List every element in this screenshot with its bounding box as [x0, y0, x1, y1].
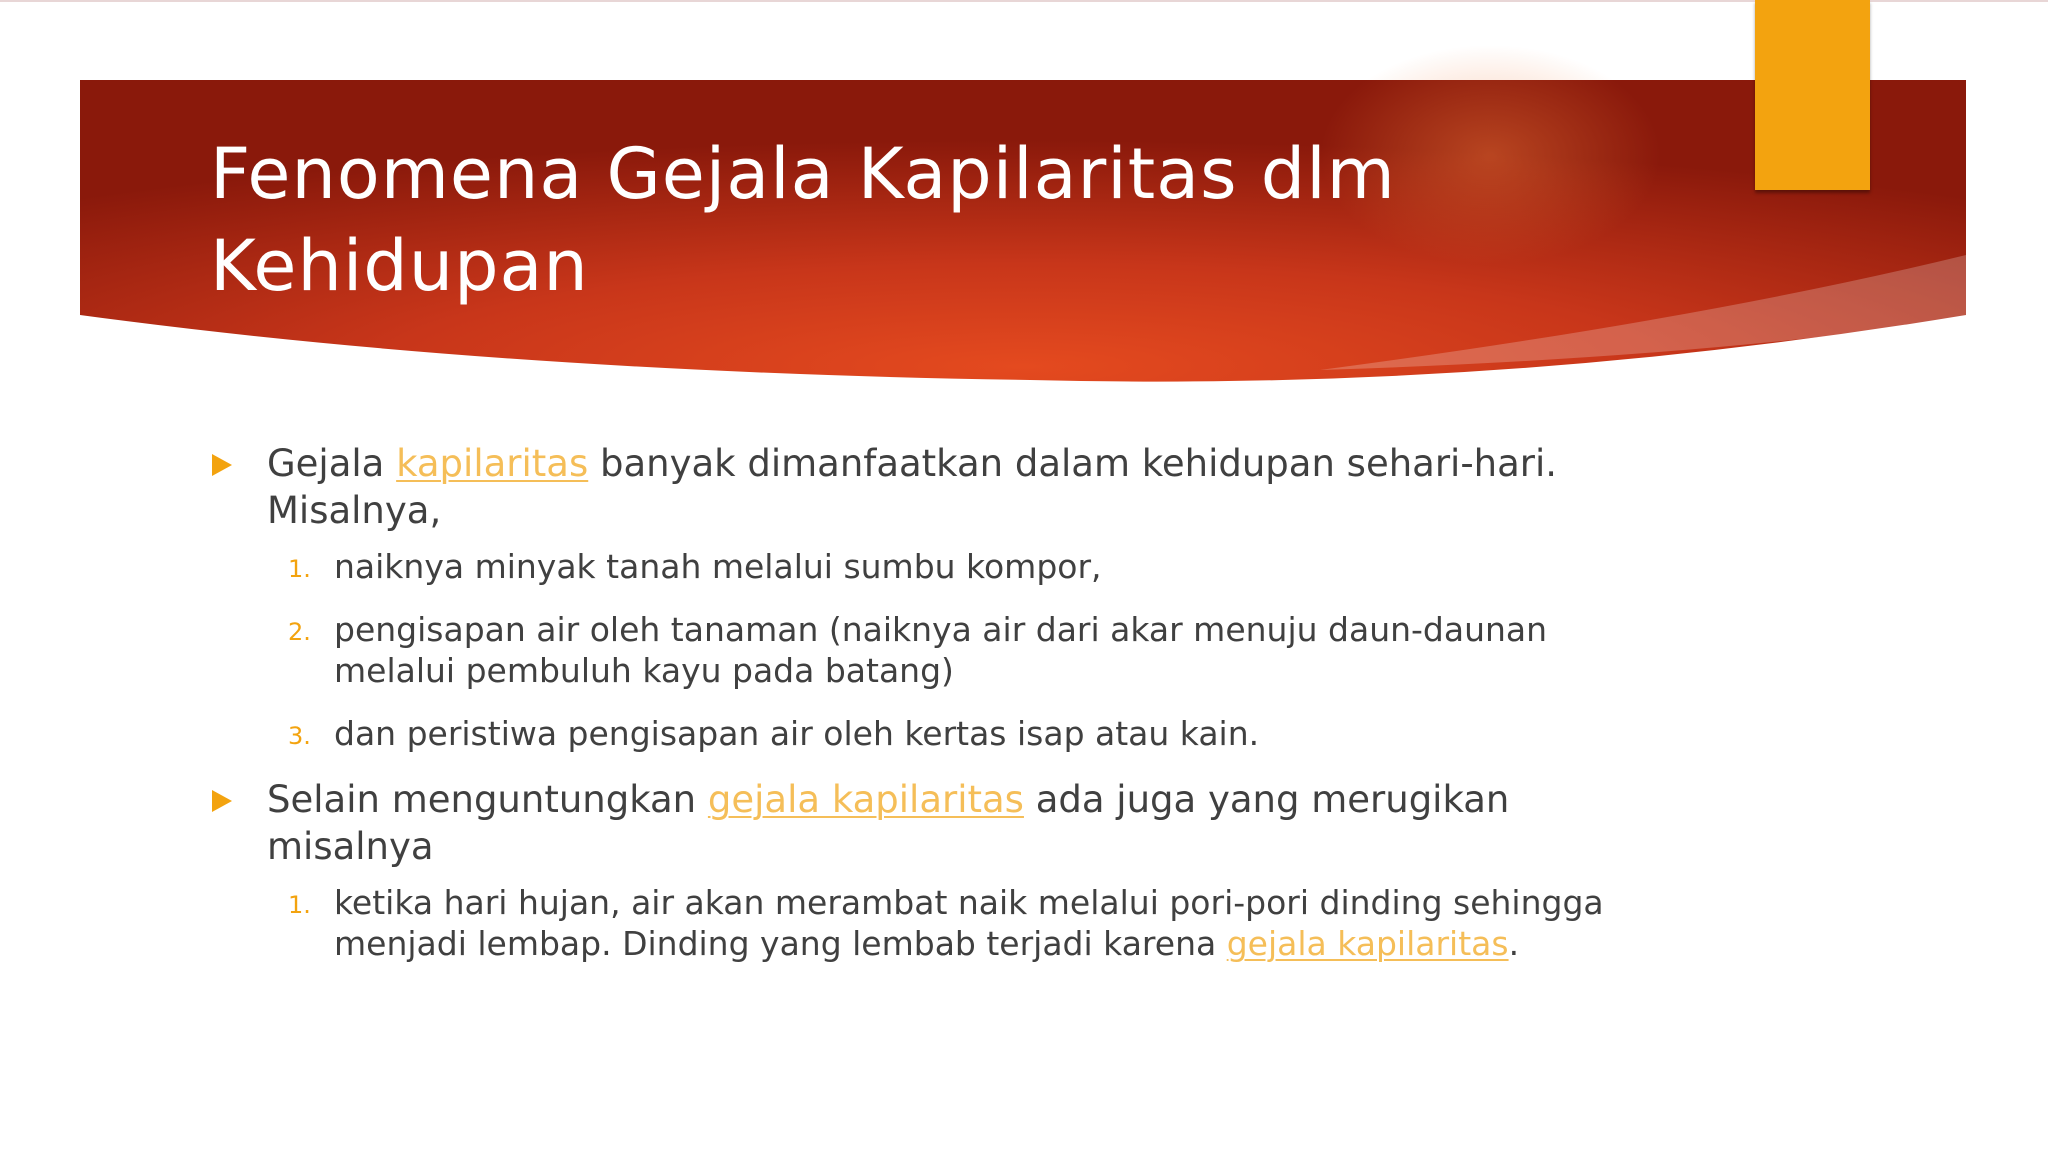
list-item — [210, 882, 1660, 964]
bullet-item — [210, 440, 1660, 534]
numbered-list — [210, 882, 1660, 964]
bullet-text-pre: Selain menguntungkan — [267, 778, 708, 821]
arrow-bullet-icon — [212, 790, 232, 812]
gejala-kapilaritas-link[interactable]: gejala kapilaritas — [707, 778, 1024, 821]
slide-title: Fenomena Gejala Kapilaritas dlm Kehidupan — [210, 133, 1396, 307]
list-item-text: pengisapan air oleh tanaman (naiknya air dari akar menuju daun-daunan melalui pembuluh kayu pada batang) — [334, 610, 1548, 690]
bullet-text-post: ada juga yang merugikan misalnya — [267, 778, 1510, 868]
accent-tab — [1755, 0, 1870, 190]
list-item-text-pre: ketika hari hujan, air akan merambat naik melalui pori-pori dinding sehingga menjadi lembap. Dinding yang lembab terjadi karena — [334, 883, 1604, 963]
bullet-item — [210, 776, 1660, 870]
list-number: 1. — [288, 555, 311, 583]
list-item — [210, 713, 1660, 754]
list-number: 2. — [288, 618, 311, 646]
slide-content — [210, 440, 1660, 986]
list-item-text-post: . — [1508, 924, 1520, 963]
list-item — [210, 546, 1660, 587]
bullet-text-post: banyak dimanfaatkan dalam kehidupan sehari-hari. Misalnya, — [267, 442, 1558, 532]
arrow-bullet-icon — [212, 454, 232, 476]
bullet-text-pre: Gejala — [267, 442, 397, 485]
kapilaritas-link[interactable]: kapilaritas — [396, 442, 589, 485]
gejala-kapilaritas-link[interactable]: gejala kapilaritas — [1226, 924, 1509, 963]
list-number: 1. — [288, 891, 311, 919]
list-number: 3. — [288, 722, 311, 750]
list-item-text: naiknya minyak tanah melalui sumbu kompor, — [334, 547, 1102, 586]
numbered-list — [210, 546, 1660, 754]
list-item-text: dan peristiwa pengisapan air oleh kertas isap atau kain. — [334, 714, 1260, 753]
list-item — [210, 609, 1660, 691]
